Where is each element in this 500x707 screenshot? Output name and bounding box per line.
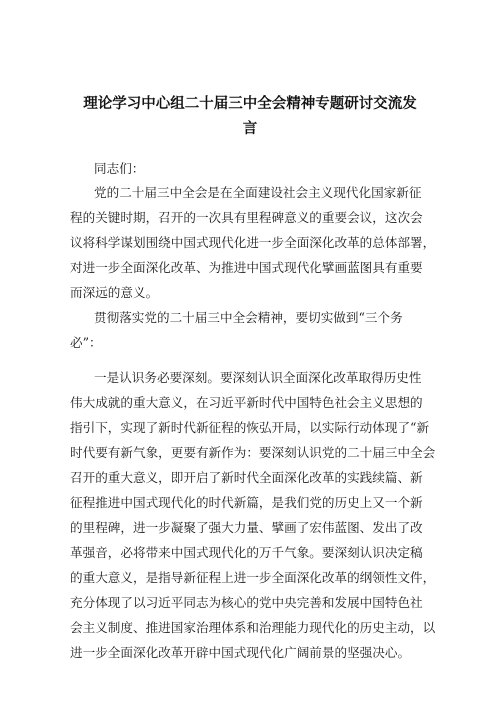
greeting: 同志们：	[94, 161, 145, 176]
body-line: 的里程碑，进一步凝聚了强大力量、擘画了宏伟蓝图、发出了改	[70, 520, 423, 535]
body-line: 伟大成就的重大意义，在习近平新时代中国特色社会主义思想的	[70, 395, 423, 410]
body-line: 对进一步全面深化改革、为推进中国式现代化擘画蓝图具有重要	[70, 260, 423, 275]
body-line: 程的关键时期，召开的一次具有里程碑意义的重要会议，这次会	[70, 210, 423, 225]
body-line: 指引下，实现了新时代新征程的恢弘开局，以实际行动体现了“新	[70, 420, 430, 435]
body-line: 时代要有新气象，更要有新作为：要深刻认识党的二十届三中全会	[70, 445, 436, 460]
body-line: 一是认识务必要深刻。要深刻认识全面深化改革取得历史性	[94, 370, 422, 385]
body-line: 充分体现了以习近平同志为核心的党中央完善和发展中国特色社	[70, 595, 423, 610]
document-title-line-1: 理论学习中心组二十届三中全会精神专题研讨交流发	[83, 96, 417, 112]
body-line: 进一步全面深化改革开辟中国式现代化广阔前景的坚强决心。	[70, 645, 411, 660]
body-line: 革强音，必将带来中国式现代化的万千气象。要深刻认识决定稿	[70, 545, 423, 560]
body-line: 贯彻落实党的二十届三中全会精神，要切实做到“三个务	[94, 310, 403, 325]
document-title-line-2: 言	[242, 121, 258, 137]
body-line: 征程推进中国式现代化的时代新篇，是我们党的历史上又一个新	[70, 495, 423, 510]
body-line: 而深远的意义。	[70, 285, 159, 300]
body-line: 的重大意义，是指导新征程上进一步全面深化改革的纲领性文件，	[70, 570, 436, 585]
body-line: 召开的重大意义，即开启了新时代全面深化改革的实践续篇、新	[70, 470, 423, 485]
body-line: 党的二十届三中全会是在全面建设社会主义现代化国家新征	[94, 185, 422, 200]
body-line: 必”：	[70, 335, 102, 350]
body-line: 议将科学谋划围绕中国式现代化进一步全面深化改革的总体部署，	[70, 235, 436, 250]
body-line: 会主义制度、推进国家治理体系和治理能力现代化的历史主动，以	[70, 620, 436, 635]
